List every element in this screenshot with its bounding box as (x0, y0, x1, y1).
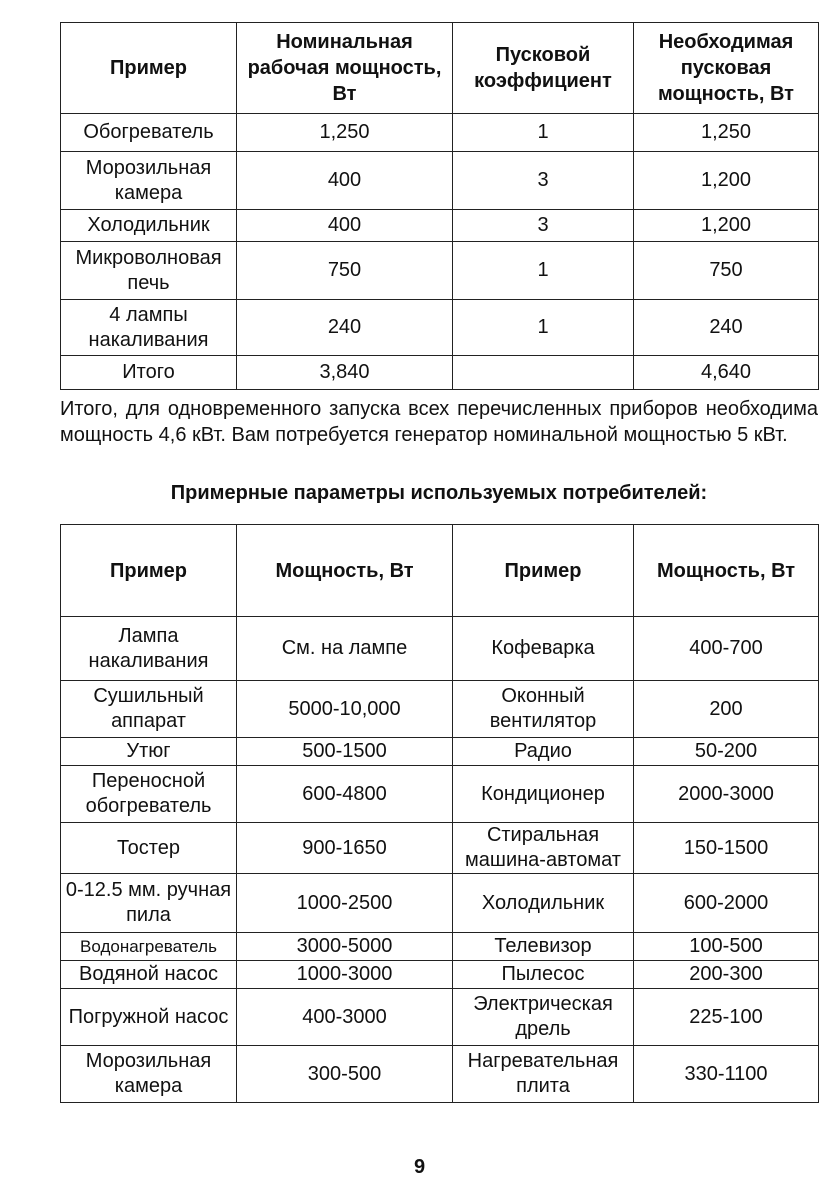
table-cell: Холодильник (453, 874, 634, 933)
header-cell: Мощность, Вт (634, 525, 819, 617)
table-row (61, 766, 819, 823)
table-cell: 600-2000 (634, 874, 819, 933)
table-row (61, 823, 819, 874)
header-cell: Пример (61, 525, 237, 617)
table-cell: 3000-5000 (237, 933, 453, 961)
table-cell: 200-300 (634, 961, 819, 989)
header-cell: Номинальная рабочая мощность, Вт (237, 23, 453, 114)
header-cell: Необходимая пусковая мощность, Вт (634, 23, 819, 114)
table-cell: 900-1650 (237, 823, 453, 874)
table-row (61, 617, 819, 681)
table-cell: 1,200 (634, 210, 819, 242)
table-cell: 3 (453, 210, 634, 242)
table-cell: 2000-3000 (634, 766, 819, 823)
table-cell: Тостер (61, 823, 237, 874)
table-cell: Обогреватель (61, 114, 237, 152)
table-cell: Погружной насос (61, 989, 237, 1046)
table-row (61, 242, 819, 300)
table-cell: Стиральная машина-автомат (453, 823, 634, 874)
table-cell: Морозильная камера (61, 1046, 237, 1103)
table-cell: 225-100 (634, 989, 819, 1046)
table-cell: 400 (237, 152, 453, 210)
table-cell: 1000-3000 (237, 961, 453, 989)
table-cell: Радио (453, 738, 634, 766)
table-cell: См. на лампе (237, 617, 453, 681)
table-cell: Водяной насос (61, 961, 237, 989)
table-cell: 1 (453, 114, 634, 152)
table-cell: Холодильник (61, 210, 237, 242)
table-cell: 400-700 (634, 617, 819, 681)
table-cell: Пылесос (453, 961, 634, 989)
table-cell: Итого (61, 356, 237, 390)
table-cell: 400 (237, 210, 453, 242)
table-cell: Кофеварка (453, 617, 634, 681)
table-cell: 150-1500 (634, 823, 819, 874)
table-header-row (61, 525, 819, 617)
table-cell: 330-1100 (634, 1046, 819, 1103)
table-cell: 200 (634, 681, 819, 738)
table-cell: Переносной обогреватель (61, 766, 237, 823)
table-cell (453, 356, 634, 390)
table-cell: Телевизор (453, 933, 634, 961)
table-cell: 400-3000 (237, 989, 453, 1046)
table-cell: Оконный вентилятор (453, 681, 634, 738)
table-cell: 50-200 (634, 738, 819, 766)
table-row (61, 989, 819, 1046)
table-cell: 1,200 (634, 152, 819, 210)
header-cell: Мощность, Вт (237, 525, 453, 617)
table-cell: 5000-10,000 (237, 681, 453, 738)
table-cell: 1000-2500 (237, 874, 453, 933)
summary-paragraph: Итого, для одновременного запуска всех перечисленных приборов необходима мощность 4,6 кВт. Вам потребуется генератор номинальной мощностью 5 кВт. (60, 398, 818, 446)
table-cell: Кондиционер (453, 766, 634, 823)
table-row (61, 738, 819, 766)
table-total-row (61, 356, 819, 390)
table-cell: 750 (634, 242, 819, 300)
header-cell: Пример (61, 23, 237, 114)
table-row (61, 933, 819, 961)
table-row (61, 961, 819, 989)
table-cell: Нагревательная плита (453, 1046, 634, 1103)
table-cell: 1,250 (237, 114, 453, 152)
table-cell: Лампа накаливания (61, 617, 237, 681)
table-cell: 500-1500 (237, 738, 453, 766)
table-cell: 240 (634, 300, 819, 356)
table-row (61, 300, 819, 356)
table-row (61, 210, 819, 242)
table-cell: 0-12.5 мм. ручная пила (61, 874, 237, 933)
section-heading: Примерные параметры используемых потребителей: (170, 482, 708, 504)
table-cell: 1 (453, 300, 634, 356)
header-cell: Пример (453, 525, 634, 617)
table-cell: Морозильная камера (61, 152, 237, 210)
table-cell: 4 лампы накаливания (61, 300, 237, 356)
table-row (61, 114, 819, 152)
table-row (61, 681, 819, 738)
appliance-power-table (60, 524, 819, 1103)
table-cell: 3 (453, 152, 634, 210)
table-header-row (61, 23, 819, 114)
table-row (61, 1046, 819, 1103)
table-cell: Электрическая дрель (453, 989, 634, 1046)
table-row (61, 874, 819, 933)
table-cell: 3,840 (237, 356, 453, 390)
table-cell: Водонагреватель (61, 933, 237, 961)
page-number: 9 (413, 1156, 426, 1178)
header-cell: Пусковой коэффициент (453, 23, 634, 114)
table-cell: 300-500 (237, 1046, 453, 1103)
table-cell: 240 (237, 300, 453, 356)
table-cell: Утюг (61, 738, 237, 766)
table-row (61, 152, 819, 210)
table-cell: 4,640 (634, 356, 819, 390)
table-cell: 1 (453, 242, 634, 300)
table-cell: Микроволновая печь (61, 242, 237, 300)
table-cell: 100-500 (634, 933, 819, 961)
starting-power-table (60, 22, 819, 390)
table-cell: 1,250 (634, 114, 819, 152)
table-cell: 750 (237, 242, 453, 300)
table-cell: Сушильный аппарат (61, 681, 237, 738)
table-cell: 600-4800 (237, 766, 453, 823)
